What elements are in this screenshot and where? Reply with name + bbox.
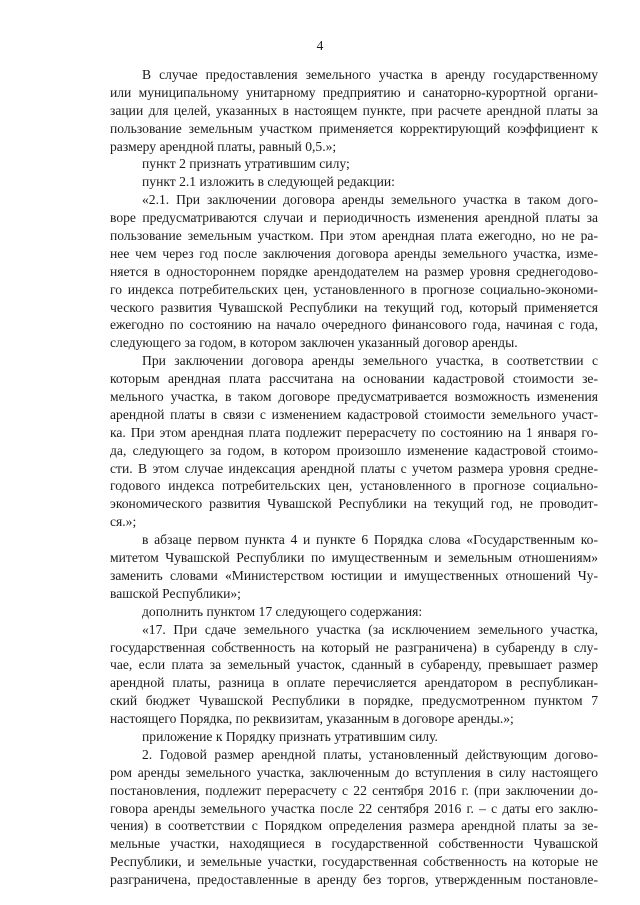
text-line: зации для целей, указанных в настоящем пункте, при расчете арендной платы за bbox=[110, 102, 598, 118]
text-line: разграничена, предоставленные в аренду без торгов, утвержденным постановле- bbox=[110, 872, 598, 888]
text-line: пункт 2.1 изложить в следующей редакции: bbox=[142, 174, 395, 190]
text-line: мельные участки, находящиеся в государственной собственности Чувашской bbox=[110, 836, 598, 852]
text-line: Республики, и земельные участки, государственная собственность на которые не bbox=[110, 854, 598, 870]
text-line: нее чем через год после заключения договора аренды земельного участка, изме- bbox=[110, 245, 598, 261]
text-line: размеру арендной платы, равный 0,5.»; bbox=[110, 138, 337, 154]
text-line: приложение к Порядку признать утратившим силу. bbox=[142, 728, 438, 744]
text-line: чае, если плата за земельный участок, сданный в субаренду, превышает размер bbox=[110, 657, 598, 673]
text-line: экономического развития Чувашской Республики на текущий год, не проводит- bbox=[110, 496, 598, 512]
text-line: государственная собственность на который не разграничена) в субаренду в слу- bbox=[110, 639, 598, 655]
text-line: настоящего Порядка, по реквизитам, указанным в договоре аренды.»; bbox=[110, 711, 514, 727]
text-line: дополнить пунктом 17 следующего содержания: bbox=[142, 603, 423, 619]
text-line: пункт 2 признать утратившим силу; bbox=[142, 156, 350, 172]
text-line: «2.1. При заключении договора аренды земельного участка в таком дого- bbox=[142, 192, 598, 208]
text-line: ский бюджет Чувашской Республики в порядке, предусмотренном пунктом 7 bbox=[110, 693, 598, 709]
text-line: сти. В этом случае индексация арендной платы с учетом размера уровня средне- bbox=[110, 460, 598, 476]
text-line: годового индекса потребительских цен, установленного в прогнозе социально- bbox=[110, 478, 598, 494]
text-line: постановления, подлежит перерасчету с 22 сентября 2016 г. (при заключении до- bbox=[110, 782, 598, 798]
text-line: арендной платы, разница в оплате перечисляется арендатором в республикан- bbox=[110, 675, 598, 691]
text-line: пользование земельным участком. При этом арендная плата ежегодно, но не ра- bbox=[110, 228, 598, 244]
text-line: чения) в соответствии с Порядком определения размера арендной платы за зе- bbox=[110, 818, 598, 834]
text-line: ся.»; bbox=[110, 514, 137, 530]
text-line: ка. При этом арендная плата подлежит перерасчету по состоянию на 1 января го- bbox=[110, 424, 598, 440]
text-line: «17. При сдаче земельного участка (за исключением земельного участка, bbox=[142, 621, 598, 637]
text-line: пользование земельным участком применяется корректирующий коэффициент к bbox=[110, 120, 598, 136]
text-line: мельного участка, в таком договоре предусматривается возможность изменения bbox=[110, 389, 598, 405]
text-line: в абзаце первом пункта 4 и пункте 6 Порядка слова «Государственным ко- bbox=[142, 532, 598, 548]
text-line: арендной платы в связи с изменением кадастровой стоимости земельного участ- bbox=[110, 406, 598, 422]
text-line: ческого развития Чувашской Республики на текущий год, который применяется bbox=[110, 299, 598, 315]
text-line: заменить словами «Министерством юстиции и имущественных отношений Чу- bbox=[110, 567, 598, 583]
text-line: вашской Республики»; bbox=[110, 585, 241, 601]
text-line: 2. Годовой размер арендной платы, установленный действующим догово- bbox=[142, 746, 598, 762]
text-line: да, следующего за годом, в котором произошло изменение кадастровой стоимо- bbox=[110, 442, 598, 458]
text-line: которым арендная плата рассчитана на основании кадастровой стоимости зе- bbox=[110, 371, 598, 387]
text-line: митетом Чувашской Республики по имущественным и земельным отношениям» bbox=[110, 550, 598, 566]
page-number: 4 bbox=[316, 38, 324, 53]
text-line: ром аренды земельного участка, заключенным до вступления в силу настоящего bbox=[110, 764, 598, 780]
document-body bbox=[110, 66, 598, 889]
text-line: го индекса потребительских цен, установленного в прогнозе социально-экономи- bbox=[110, 281, 598, 297]
text-line: ежегодно по состоянию на начало очередного финансового года, начиная с года, bbox=[110, 317, 598, 333]
text-line: В случае предоставления земельного участка в аренду государственному bbox=[142, 67, 598, 82]
text-line: говора аренды земельного участка после 22 сентября 2016 г. – с даты его заклю- bbox=[110, 800, 598, 816]
text-line: следующего за годом, в котором заключен указанный договор аренды. bbox=[110, 335, 518, 351]
text-line: воре предусматриваются случаи и периодичность изменения арендной платы за bbox=[110, 210, 598, 226]
text-line: няется в одностороннем порядке арендодателем на размер уровня среднегодово- bbox=[110, 263, 598, 279]
text-line: При заключении договора аренды земельного участка, в соответствии с bbox=[142, 353, 598, 369]
text-line: или муниципальному унитарному предприятию и санаторно-курортной органи- bbox=[110, 84, 598, 100]
